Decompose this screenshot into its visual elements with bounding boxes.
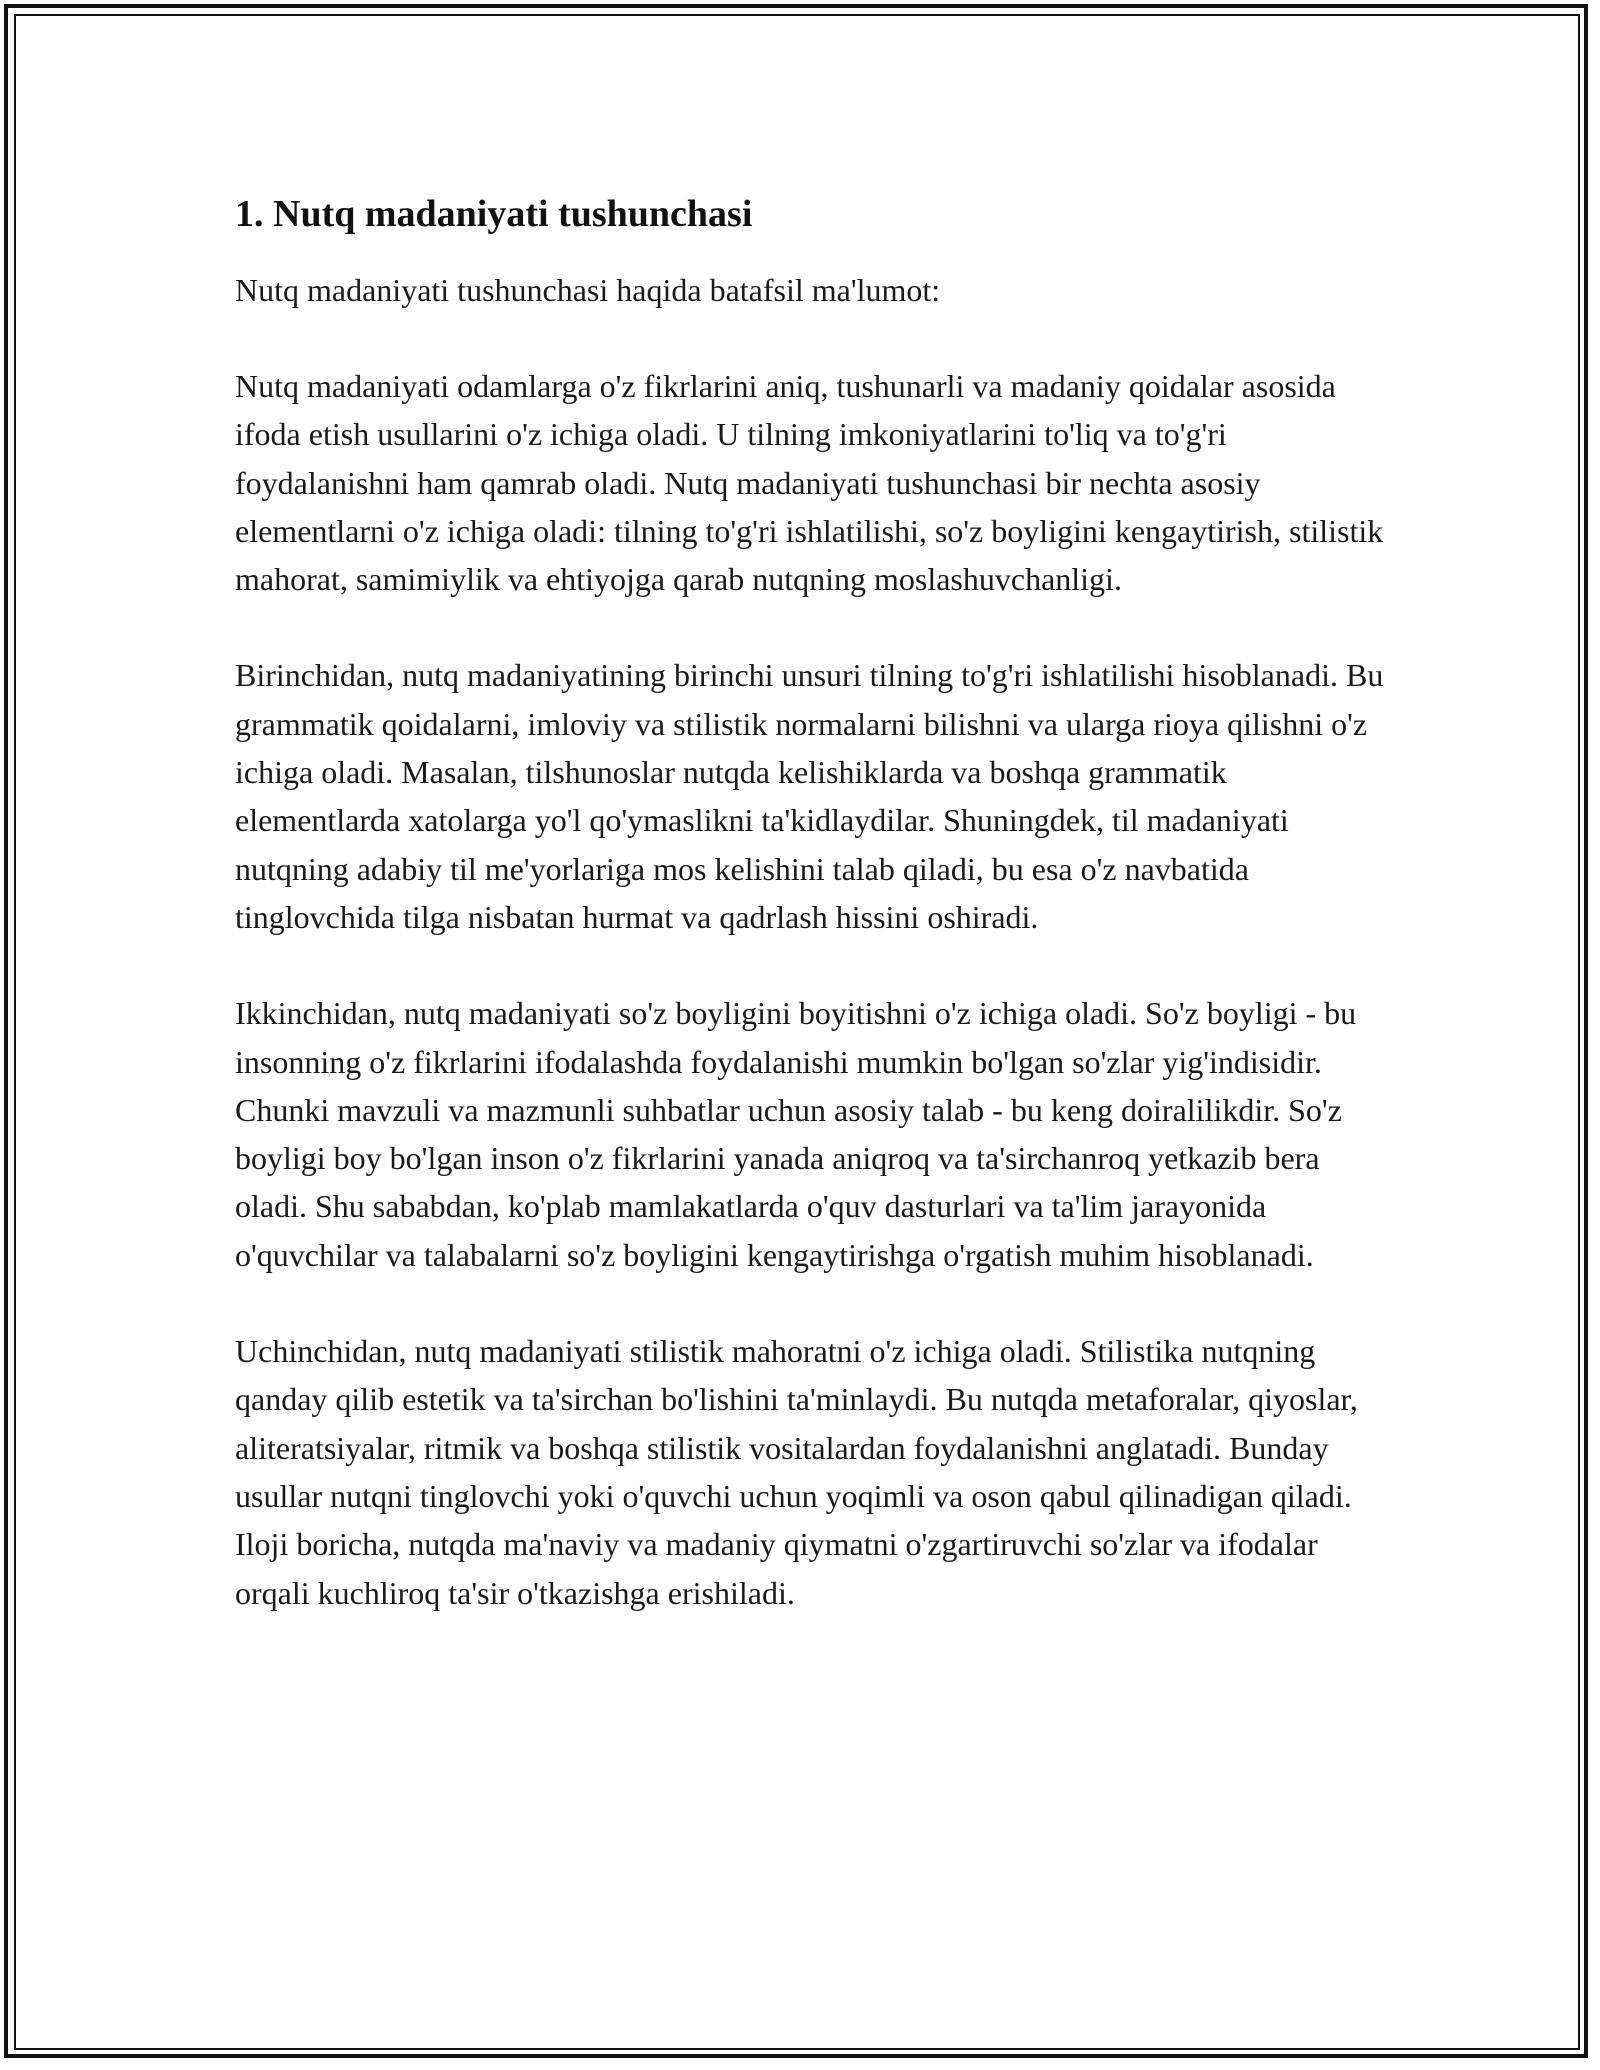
- paragraph-definition: Nutq madaniyati odamlarga o'z fikrlarini aniq, tushunarli va madaniy qoidalar asosida ifoda etish usullarini o'z ichiga oladi. U tilning imkoniyatlarini to'liq va to'g'ri foydalanishni ham qamrab oladi. Nutq madaniyati tushunchasi bir nechta asosiy elementlarni o'z ichiga oladi: tilning to'g'ri ishlatilishi, so'z boyligini kengaytirish, stilistik mahorat, samimiylik va ehtiyojga qarab nutqning moslashuvchanligi.: [235, 368, 1384, 598]
- intro-line: Nutq madaniyati tushunchasi haqida batafsil ma'lumot:: [235, 272, 941, 308]
- paragraph-second-point: Ikkinchidan, nutq madaniyati so'z boyligini boyitishni o'z ichiga oladi. So'z boyligi - bu insonning o'z fikrlarini ifodalashda foydalanishi mumkin bo'lgan so'zlar yig'indisidir. Chunki mavzuli va mazmunli suhbatlar uchun asosiy talab - bu keng doiralilikdir. So'z boyligi boy bo'lgan inson o'z fikrlarini yanada aniqroq va ta'sirchanroq yetkazib bera oladi. Shu sababdan, ko'plab mamlakatlarda o'quv dasturlari va ta'lim jarayonida o'quvchilar va talabalarni so'z boyligini kengaytirishga o'rgatish muhim hisoblanadi.: [235, 995, 1357, 1273]
- paragraph-first-point: Birinchidan, nutq madaniyatining birinchi unsuri tilning to'g'ri ishlatilishi hisoblanadi. Bu grammatik qoidalarni, imloviy va stilistik normalarni bilishni va ularga rioya qilishni o'z ichiga oladi. Masalan, tilshunoslar nutqda kelishiklarda va boshqa grammatik elementlarda xatolarga yo'l qo'ymaslikni ta'kidlaydilar. Shuningdek, til madaniyati nutqning adabiy til me'yorlariga mos kelishini talab qiladi, bu esa o'z navbatida tinglovchida tilga nisbatan hurmat va qadrlash hissini oshiradi.: [235, 657, 1384, 935]
- paragraph-third-point: Uchinchidan, nutq madaniyati stilistik mahoratni o'z ichiga oladi. Stilistika nutqning qanday qilib estetik va ta'sirchan bo'lishini ta'minlaydi. Bu nutqda metaforalar, qiyoslar, aliteratsiyalar, ritmik va boshqa stilistik vositalardan foydalanishni anglatadi. Bunday usullar nutqni tinglovchi yoki o'quvchi uchun yoqimli va oson qabul qilinadigan qiladi. Iloji boricha, nutqda ma'naviy va madaniy qiymatni o'zgartiruvchi so'zlar va ifodalar orqali kuchliroq ta'sir o'tkazishga erishiladi.: [235, 1333, 1358, 1611]
- section-heading: 1. Nutq madaniyati tushunchasi: [235, 193, 753, 235]
- document-body: [235, 188, 1395, 1617]
